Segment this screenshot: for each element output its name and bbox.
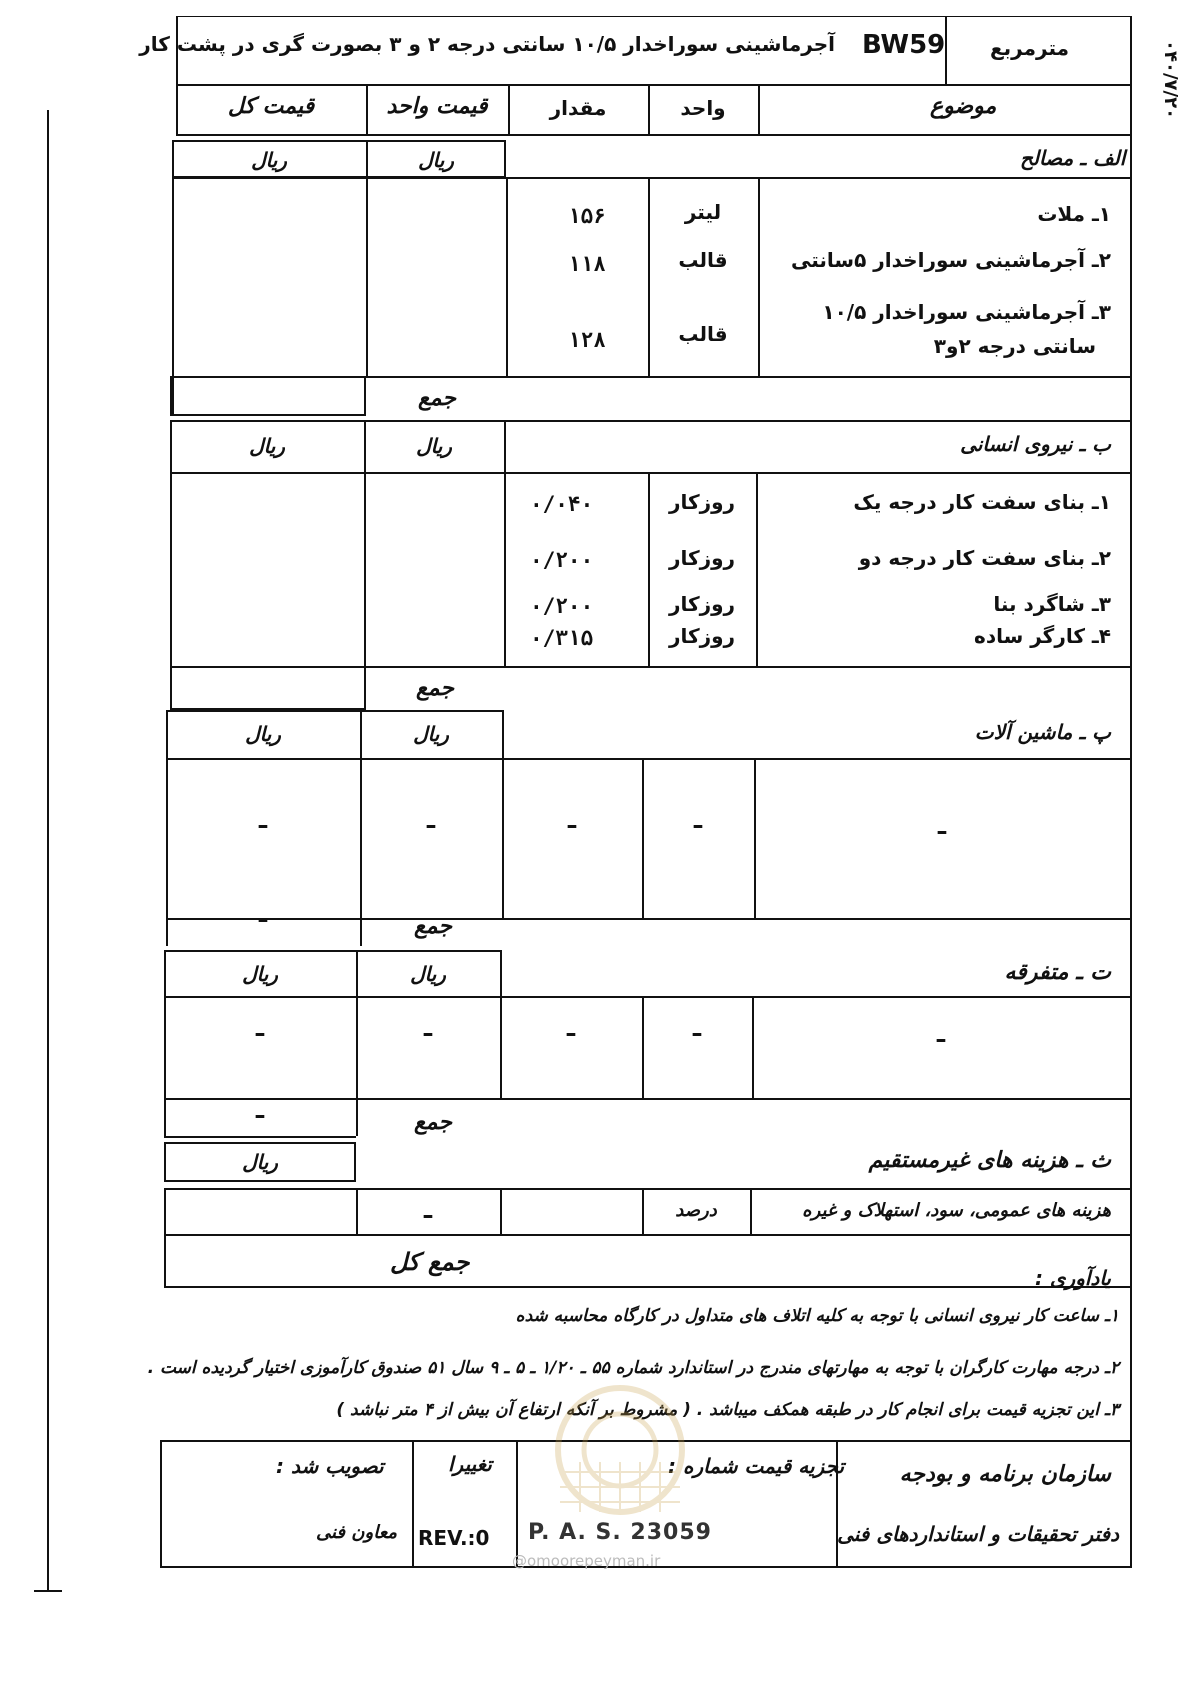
labor-4-qty: ۰/۳۱۵ <box>530 626 594 650</box>
labor-col-2 <box>504 420 506 666</box>
materials-currency-total: ریال <box>251 148 287 172</box>
col-total-price: قیمت کل <box>227 94 315 119</box>
material-1-qty: ۱۵۶ <box>568 204 606 228</box>
footer-revision: REV.:0 <box>418 1526 490 1550</box>
labor-top-line <box>170 420 1131 422</box>
labor-3-qty: ۰/۲۰۰ <box>530 594 594 618</box>
labor-2-qty: ۰/۲۰۰ <box>530 548 594 572</box>
indirect-row-bottom <box>164 1234 1131 1236</box>
col-unit-price: قیمت واحد <box>386 94 488 119</box>
misc-top-line <box>164 950 500 952</box>
material-3-unit: قالب <box>678 322 728 346</box>
left-margin-line <box>47 110 49 1590</box>
col-unit: واحد <box>680 96 726 120</box>
labor-4-unit: روزکار <box>668 624 736 648</box>
indirect-title: ث ـ هزینه های غیرمستقیم <box>868 1148 1111 1173</box>
misc-dash-total: ـ <box>255 1014 265 1042</box>
header-unit-label: مترمربع <box>990 36 1069 60</box>
labor-4-desc: ۴ـ کارگر ساده <box>974 624 1111 648</box>
materials-currency-unit: ریال <box>418 148 454 172</box>
misc-dash-qty: ـ <box>566 1014 576 1042</box>
footer-analysis-number: P. A. S. 23059 <box>528 1520 712 1545</box>
labor-title-line <box>170 472 1131 474</box>
material-1-desc: ۱ـ ملات <box>1037 202 1111 226</box>
header-title: آجرماشینی سوراخدار ۱۰/۵ سانتی درجه ۲ و ۳ بصورت گری در پشت کار <box>139 32 835 56</box>
col-quantity: مقدار <box>549 96 607 120</box>
labor-items-bottom <box>170 666 1131 668</box>
header-code: BW59 <box>862 30 946 60</box>
machinery-sum-dash: ـ <box>258 900 268 928</box>
header-bottom-line <box>176 84 1131 86</box>
labor-currency-unit: ریال <box>416 434 452 458</box>
material-3-desc-2: سانتی درجه ۲و۳ <box>933 334 1096 358</box>
labor-title: ب ـ نیروی انسانی <box>960 432 1111 456</box>
labor-3-unit: روزکار <box>668 592 736 616</box>
footer-approved-label: تصویب شد : <box>276 1454 384 1478</box>
machinery-title-line <box>166 758 1131 760</box>
material-2-desc: ۲ـ آجرماشینی سوراخدار ۵سانتی <box>790 248 1111 272</box>
labor-sum-label: جمع <box>416 676 455 701</box>
labor-3-desc: ۳ـ شاگرد بنا <box>993 592 1111 616</box>
misc-dash-unitcol: ـ <box>692 1014 702 1042</box>
machinery-dash-qty: ـ <box>567 806 577 834</box>
indirect-row-value: ـ <box>423 1196 433 1224</box>
colhead-bottom-line <box>176 134 1131 136</box>
footer-org-line1: سازمان برنامه و بودجه <box>899 1462 1111 1487</box>
labor-col-4 <box>756 472 758 666</box>
footer-col-2 <box>516 1440 518 1566</box>
machinery-dash-total: ـ <box>258 806 268 834</box>
labor-1-desc: ۱ـ بنای سفت کار درجه یک <box>853 490 1111 514</box>
misc-currency-total: ریال <box>242 962 278 986</box>
materials-sum-label: جمع <box>418 386 457 411</box>
machinery-dash-unit: ـ <box>426 806 436 834</box>
material-1-unit: لیتر <box>684 200 722 224</box>
watermark-text: @omoorepeyman.ir <box>512 1552 661 1570</box>
side-code-text: ۰۴۰/۷/۲۰ <box>1160 40 1181 120</box>
misc-dash-unit: ـ <box>423 1014 433 1042</box>
footer-org-line2: دفتر تحقیقات و استانداردهای فنی <box>837 1522 1119 1546</box>
machinery-sum-label: جمع <box>414 914 453 939</box>
colhead-div-4 <box>758 84 760 134</box>
material-3-qty: ۱۲۸ <box>568 328 606 352</box>
misc-title: ت ـ متفرقه <box>1004 960 1111 985</box>
material-2-qty: ۱۱۸ <box>568 252 606 276</box>
watermark-seal <box>520 1372 720 1542</box>
misc-sum-label: جمع <box>414 1110 453 1135</box>
grand-total-col-0 <box>164 1234 166 1288</box>
materials-col-4 <box>758 177 760 377</box>
footer-analysis-label: تجزیه قیمت شماره : <box>668 1454 845 1478</box>
labor-2-unit: روزکار <box>668 546 736 570</box>
notes-heading: یادآوری : <box>1034 1266 1111 1290</box>
footer-col-1 <box>412 1440 414 1566</box>
document-side-code <box>1155 40 1185 160</box>
labor-1-qty: ۰/۰۴۰ <box>530 492 594 516</box>
footer-col-0 <box>160 1440 162 1566</box>
machinery-col-3 <box>642 758 644 918</box>
misc-title-line <box>164 996 1131 998</box>
misc-col-3 <box>642 996 644 1098</box>
misc-sum-dash: ـ <box>255 1096 265 1124</box>
machinery-dash-desc: ـ <box>937 812 947 840</box>
grand-total-label: جمع کل <box>390 1248 470 1276</box>
machinery-dash-unitcol: ـ <box>693 806 703 834</box>
materials-col-1 <box>366 177 368 377</box>
material-2-unit: قالب <box>678 248 728 272</box>
machinery-title: پ ـ ماشین آلات <box>974 720 1111 744</box>
machinery-top-line <box>166 710 502 712</box>
indirect-row-desc: هزینه های عمومی، سود، استهلاک و غیره <box>802 1200 1111 1221</box>
misc-currency-unit: ریال <box>410 962 446 986</box>
header-divider <box>945 16 947 84</box>
footer-approver: معاون فنی <box>316 1522 398 1543</box>
indirect-title-line <box>164 1188 1131 1190</box>
footer-change-label: تغییرا <box>448 1452 492 1476</box>
indirect-row-unit: درصد <box>675 1200 717 1221</box>
labor-1-unit: روزکار <box>668 490 736 514</box>
indirect-col-0 <box>164 1188 166 1234</box>
left-margin-foot <box>34 1590 62 1592</box>
indirect-col-2 <box>500 1188 502 1234</box>
indirect-currency: ریال <box>242 1150 278 1174</box>
materials-title: الف ـ مصالح <box>1020 146 1126 170</box>
materials-title-line <box>172 177 1131 179</box>
labor-currency-total: ریال <box>249 434 285 458</box>
page-top-line <box>176 16 1131 17</box>
machinery-currency-total: ریال <box>245 722 281 746</box>
materials-col-2 <box>506 177 508 377</box>
indirect-col-4 <box>750 1188 752 1234</box>
labor-2-desc: ۲ـ بنای سفت کار درجه دو <box>858 546 1111 570</box>
grand-total-bottom <box>164 1286 1131 1288</box>
note-3: ۳ـ این تجزیه قیمت برای انجام کار در طبقه همکف میباشد . ( مشروط بر آنکه ارتفاع آن بیش از ۴ متر نباشد ) <box>336 1400 1119 1420</box>
note-1: ۱ـ ساعت کار نیروی انسانی با توجه به کلیه اتلاف های متداول در کارگاه محاسبه شده <box>515 1306 1119 1326</box>
machinery-currency-unit: ریال <box>413 722 449 746</box>
page-right-border <box>1130 16 1132 1568</box>
misc-sum-bottom <box>164 1136 356 1138</box>
note-2: ۲ـ درجه مهارت کارگران با توجه به مهارتهای مندرج در استاندارد شماره ۵۵ ـ ۱/۲۰ ـ ۵ ـ ۹ سال ۵۱ صندوق کارآموزی اختیار گردیده است . <box>147 1358 1119 1378</box>
materials-sum-box <box>170 376 366 416</box>
col-subject: موضوع <box>930 94 997 119</box>
misc-dash-desc: ـ <box>936 1020 946 1048</box>
seal-graphic <box>520 1372 720 1542</box>
material-3-desc-1: ۳ـ آجرماشینی سوراخدار ۱۰/۵ <box>822 300 1111 324</box>
